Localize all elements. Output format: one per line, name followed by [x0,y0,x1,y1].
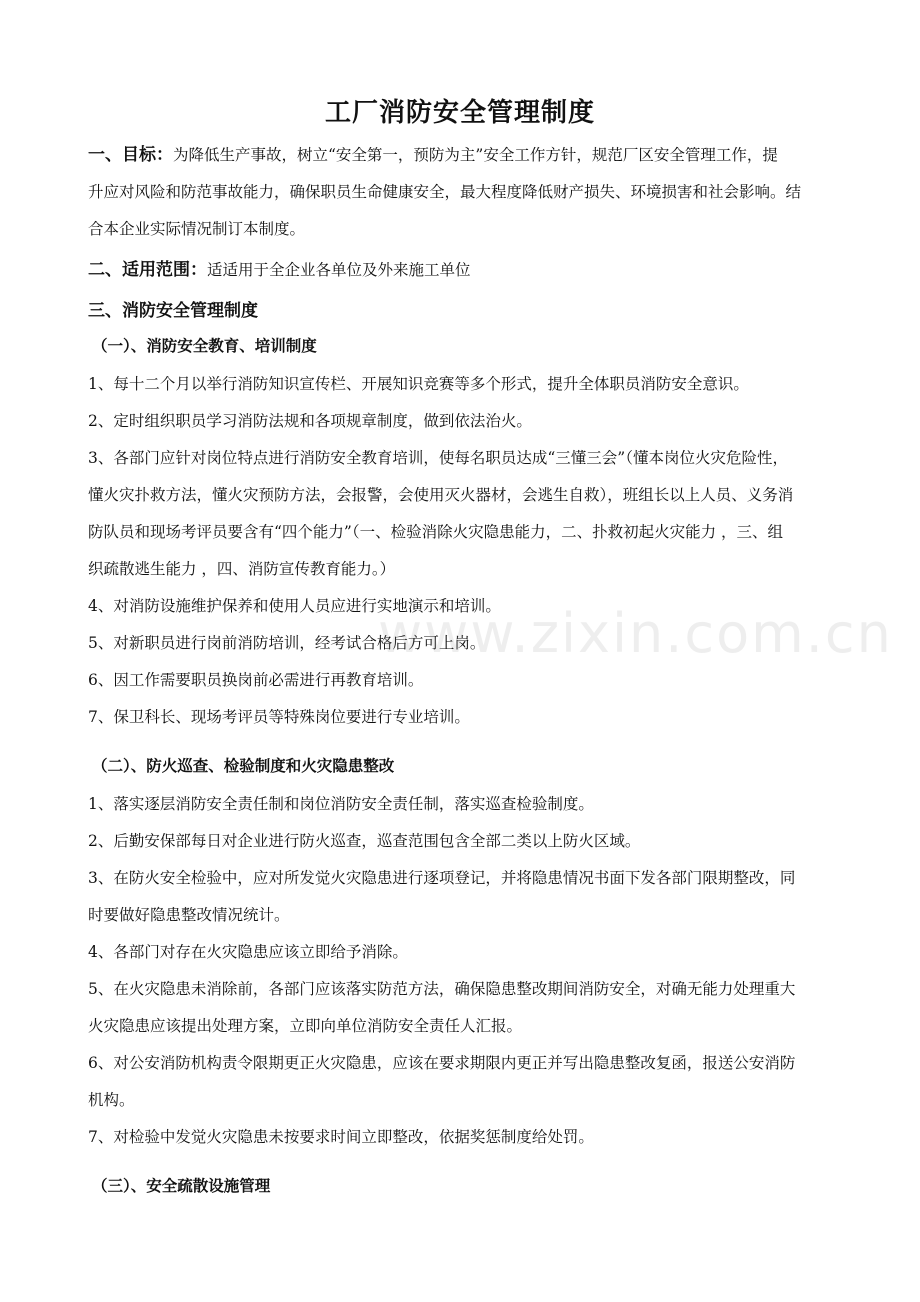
watermark-text: www.zixin.com.cn [378,602,893,665]
list-item: 7、保卫科长、现场考评员等特殊岗位要进行专业培训。 [88,708,470,726]
section-scope [88,252,834,289]
list-item: 7、对检验中发觉火灾隐患未按要求时间立即整改，依据奖惩制度给处罚。 [88,1128,594,1146]
list-item: 3、在防火安全检验中，应对所发觉火灾隐患进行逐项登记，并将隐患情况书面下发各部门限期整改，同 [88,869,796,887]
list-item: 防队员和现场考评员要含有“四个能力”（一、检验消除火灾隐患能力，二、扑救初起火灾能力 ，三、组 [88,523,784,541]
scope-line [88,252,834,289]
list-item: 4、对消防设施维护保养和使用人员应进行实地演示和培训。 [88,597,501,615]
list-item: 3、各部门应针对岗位特点进行消防安全教育培训，使每名职员达成“三懂三会”（懂本岗位火灾危险性， [88,449,788,467]
list-item: 火灾隐患应该提出处理方案，立即向单位消防安全责任人汇报。 [88,1017,523,1035]
list-item: 6、对公安消防机构责令限期更正火灾隐患，应该在要求期限内更正并写出隐患整改复函，报送公安消防 [88,1054,796,1072]
scope-lead: 二、适用范围： [88,260,207,280]
goal-line-1 [88,137,834,174]
document-title: 工厂消防安全管理制度 [324,98,595,128]
list-item: 1、每十二个月以举行消防知识宣传栏、开展知识竞赛等多个形式，提升全体职员消防安全意识。 [88,375,749,393]
list-item: 时要做好隐患整改情况统计。 [88,906,290,924]
list-item: 5、在火灾隐患未消除前，各部门应该落实防范方法，确保隐患整改期间消防安全，对确无能力处理重大 [88,980,796,998]
goal-text-1: 为降低生产事故，树立“安全第一，预防为主”安全工作方针，规范厂区安全管理工作，提 [173,146,778,164]
list-item: 机构。 [88,1091,135,1109]
scope-text: 适适用于全企业各单位及外来施工单位 [207,261,471,279]
sub2-list [88,786,834,1156]
list-item: 2、定时组织职员学习消防法规和各项规章制度，做到依法治火。 [88,412,532,430]
sub2-heading: （二）、防火巡查、检验制度和火灾隐患整改 [92,757,395,775]
section-goal [88,137,834,248]
sub1-heading: （一）、消防安全教育、培训制度 [92,337,317,355]
list-item: 2、后勤安保部每日对企业进行防火巡查，巡查范围包含全部二类以上防火区域。 [88,832,641,850]
list-item: 1、落实逐层消防安全责任制和岗位消防安全责任制，落实巡查检验制度。 [88,795,594,813]
list-item: 6、因工作需要职员换岗前必需进行再教育培训。 [88,671,424,689]
goal-lead: 一、目标： [88,145,173,165]
goal-line-2: 升应对风险和防范事故能力，确保职员生命健康安全，最大程度降低财产损失、环境损害和社会影响。结 [88,183,802,201]
list-item: 4、各部门对存在火灾隐患应该立即给予消除。 [88,943,408,961]
section-3-heading: 三、消防安全管理制度 [88,301,258,321]
list-item: 5、对新职员进行岗前消防培训，经考试合格后方可上岗。 [88,634,486,652]
sub3-heading: （三）、安全疏散设施管理 [92,1177,271,1195]
list-item: 织疏散逃生能力 ，四、消防宣传教育能力。） [88,560,396,578]
sub1-list [88,366,834,736]
goal-line-3: 合本企业实际情况制订本制度。 [88,220,306,238]
list-item: 懂火灾扑救方法，懂火灾预防方法，会报警，会使用灭火器材，会逃生自救），班组长以上人员、义务消 [88,486,794,504]
